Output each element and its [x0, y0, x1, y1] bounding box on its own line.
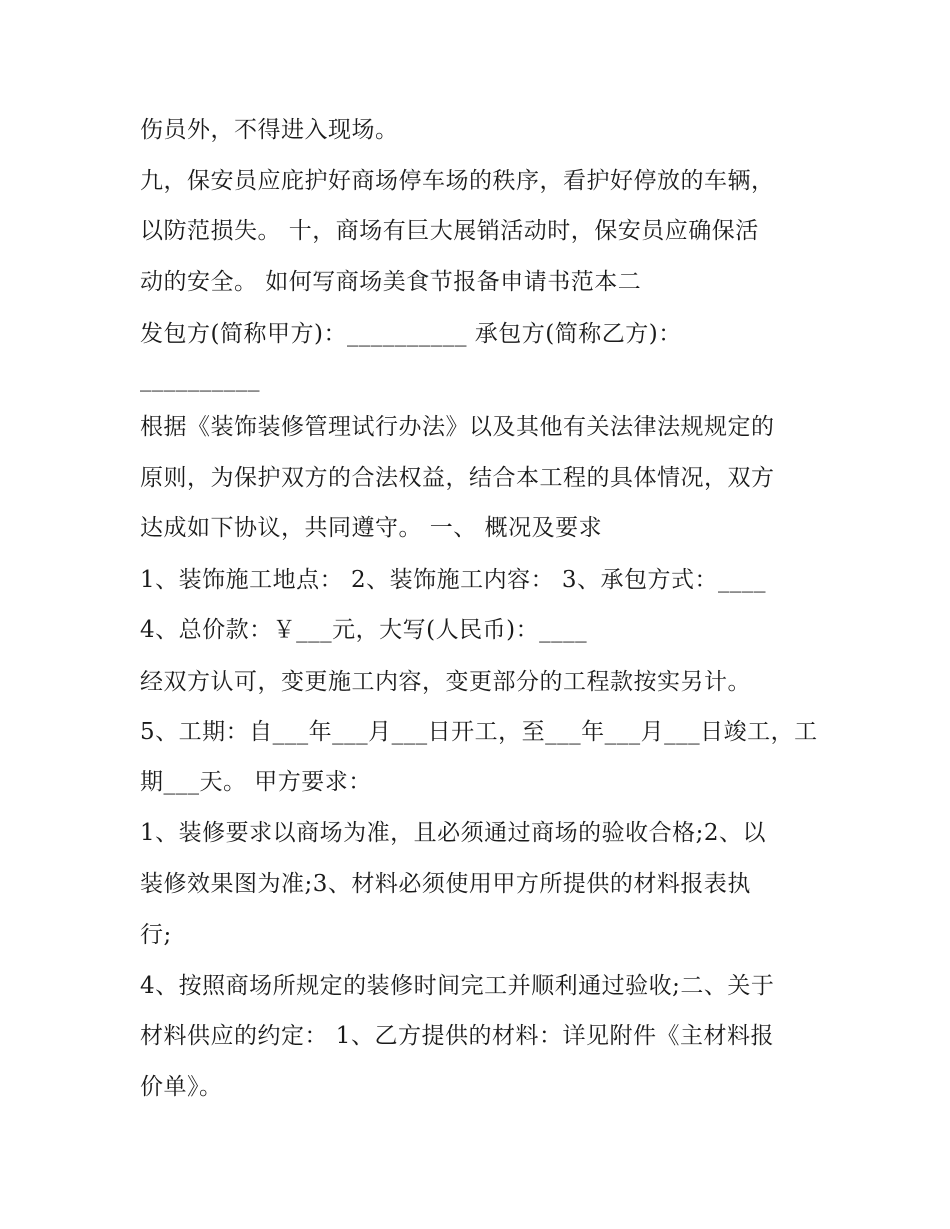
text-line: 根据《装饰装修管理试行办法》以及其他有关法律法规规定的	[140, 414, 775, 440]
text-line: 伤员外，不得进入现场。	[140, 117, 399, 143]
text-line: 九，保安员应庇护好商场停车场的秩序，看护好停放的车辆，	[140, 168, 775, 194]
text-line: 5、工期：自___年___月___日开工，至___年___月___日竣工，工	[140, 719, 818, 745]
text-line: 材料供应的约定： 1、乙方提供的材料：详见附件《主材料报	[140, 1023, 774, 1049]
text-line: 行;	[140, 922, 172, 948]
text-line: 达成如下协议，共同遵守。 一、 概况及要求	[140, 515, 603, 541]
text-line: 4、总价款：￥___元，大写(人民币)：____	[140, 617, 588, 643]
text-line: 价单》。	[140, 1074, 223, 1100]
text-line: 发包方(简称甲方)：__________ 承包方(简称乙方)：	[140, 321, 682, 347]
text-line: 以防范损失。 十，商场有巨大展销活动时，保安员应确保活	[140, 218, 759, 244]
text-line: 4、按照商场所规定的装修时间完工并顺利通过验收;二、关于	[140, 973, 775, 999]
text-line: 经双方认可，变更施工内容，变更部分的工程款按实另计。	[140, 669, 751, 695]
text-line: 1、装饰施工地点： 2、装饰施工内容： 3、承包方式：____	[140, 567, 767, 593]
text-line: 原则，为保护双方的合法权益，结合本工程的具体情况，双方	[140, 465, 775, 491]
text-line: 动的安全。 如何写商场美食节报备申请书范本二	[140, 269, 642, 295]
text-line: 1、装修要求以商场为准，且必须通过商场的验收合格;2、以	[140, 820, 767, 846]
text-line: __________	[140, 366, 260, 392]
text-line: 装修效果图为准;3、材料必须使用甲方所提供的材料报表执	[140, 871, 751, 897]
text-line: 期___天。 甲方要求：	[140, 769, 372, 795]
